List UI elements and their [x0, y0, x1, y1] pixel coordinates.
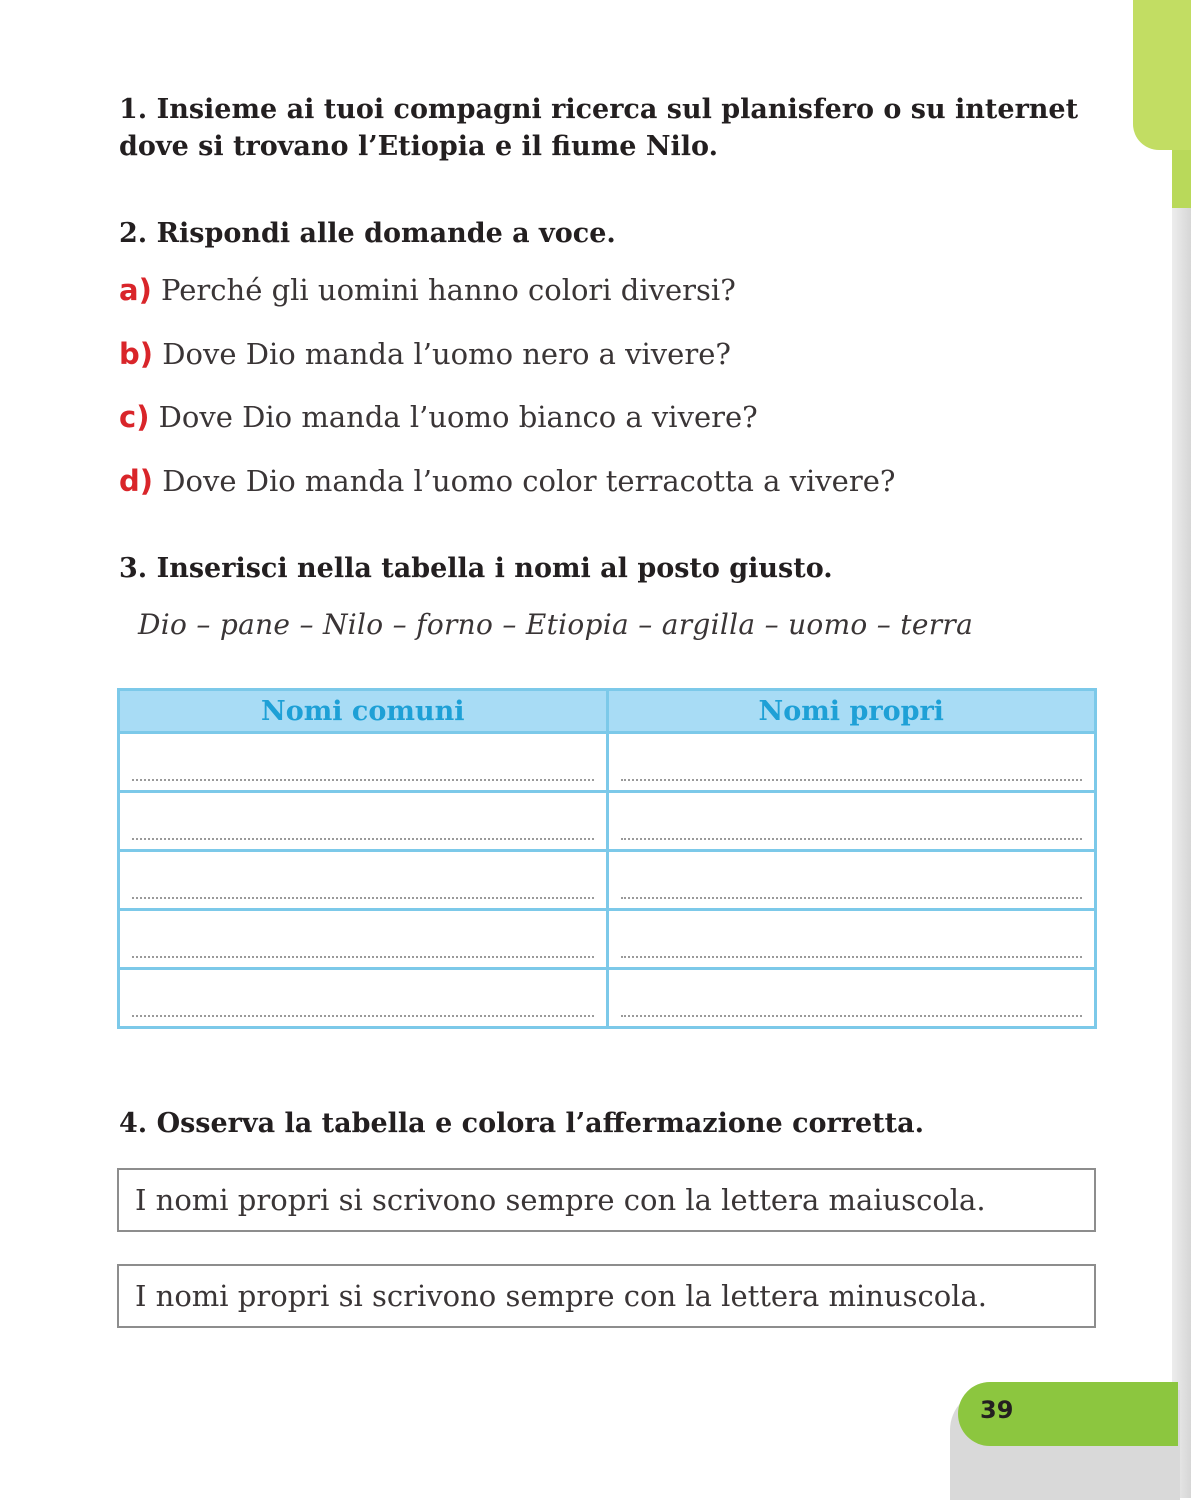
question-text: Dove Dio manda l’uomo bianco a vivere?	[158, 400, 758, 434]
write-line	[132, 897, 594, 899]
question-letter: b)	[119, 337, 154, 371]
write-line	[132, 838, 594, 840]
question-d	[119, 463, 895, 499]
page-number: 39	[980, 1396, 1014, 1424]
exercise-1-line-2: dove si trovano l’Etiopia e il fiume Nilo.	[119, 131, 718, 162]
exercise-1-line-1: 1. Insieme ai tuoi compagni ricerca sul planisfero o su internet	[119, 94, 1079, 125]
write-line	[132, 956, 594, 958]
common-noun-cell[interactable]	[119, 733, 608, 792]
table-row	[119, 851, 1096, 910]
write-line	[132, 1015, 594, 1017]
question-letter: c)	[119, 400, 150, 434]
exercise-1-instruction	[119, 91, 1078, 165]
table-row	[119, 969, 1096, 1028]
table-row	[119, 792, 1096, 851]
common-noun-cell[interactable]	[119, 969, 608, 1028]
write-line	[621, 838, 1083, 840]
proper-noun-cell[interactable]	[607, 851, 1096, 910]
exercise-3-title: 3. Inserisci nella tabella i nomi al posto giusto.	[119, 553, 833, 584]
write-line	[621, 897, 1083, 899]
question-letter: a)	[119, 273, 152, 307]
common-noun-cell[interactable]	[119, 792, 608, 851]
statement-box-lowercase[interactable]	[117, 1264, 1096, 1328]
question-text: Dove Dio manda l’uomo color terracotta a vivere?	[162, 464, 896, 498]
statement-text: I nomi propri si scrivono sempre con la lettera minuscola.	[135, 1279, 987, 1313]
header-proper-nouns: Nomi propri	[607, 690, 1096, 733]
header-common-nouns: Nomi comuni	[119, 690, 608, 733]
question-text: Perché gli uomini hanno colori diversi?	[161, 273, 736, 307]
proper-noun-cell[interactable]	[607, 792, 1096, 851]
proper-noun-cell[interactable]	[607, 910, 1096, 969]
proper-noun-cell[interactable]	[607, 733, 1096, 792]
write-line	[621, 956, 1083, 958]
write-line	[621, 1015, 1083, 1017]
page-edge	[1172, 0, 1191, 1498]
question-a	[119, 272, 736, 308]
common-noun-cell[interactable]	[119, 910, 608, 969]
write-line	[621, 779, 1083, 781]
write-line	[132, 779, 594, 781]
exercise-4-title: 4. Osserva la tabella e colora l’affermazione corretta.	[119, 1108, 924, 1139]
question-text: Dove Dio manda l’uomo nero a vivere?	[162, 337, 731, 371]
statement-text: I nomi propri si scrivono sempre con la lettera maiuscola.	[135, 1183, 986, 1217]
question-c	[119, 399, 758, 435]
chapter-tab	[1133, 0, 1191, 150]
common-noun-cell[interactable]	[119, 851, 608, 910]
statement-box-uppercase[interactable]	[117, 1168, 1096, 1232]
question-letter: d)	[119, 464, 154, 498]
exercise-2-title: 2. Rispondi alle domande a voce.	[119, 218, 616, 249]
table-row	[119, 910, 1096, 969]
nouns-table	[117, 688, 1097, 1029]
proper-noun-cell[interactable]	[607, 969, 1096, 1028]
question-b	[119, 336, 731, 372]
table-row	[119, 733, 1096, 792]
word-list: Dio – pane – Nilo – forno – Etiopia – argilla – uomo – terra	[138, 608, 974, 641]
